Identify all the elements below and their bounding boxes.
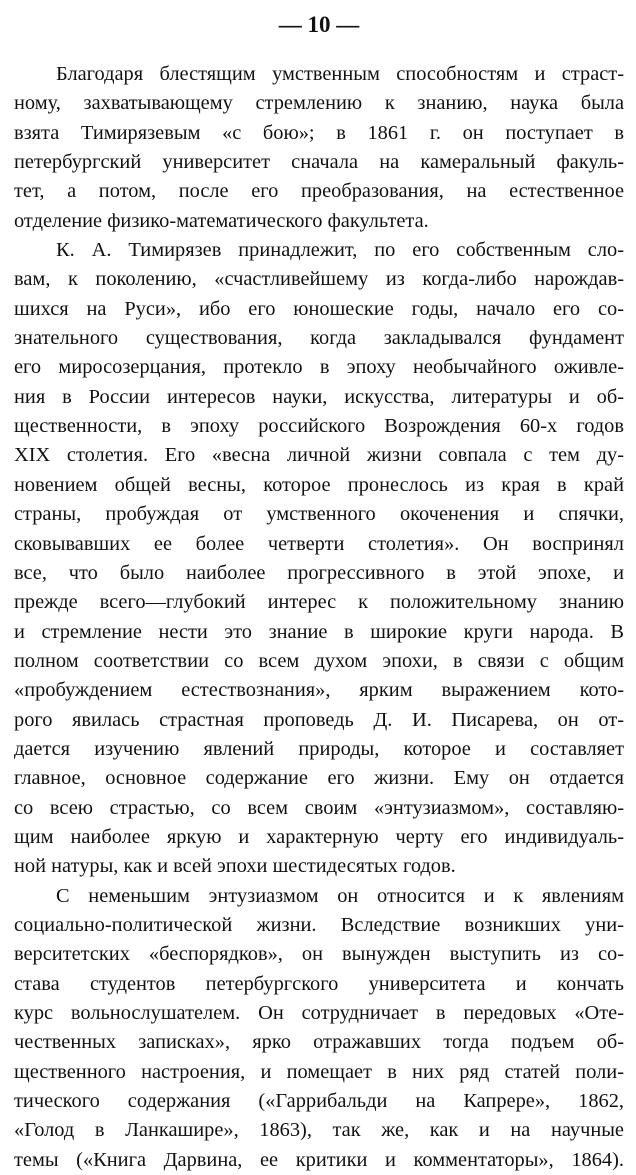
text-line: XIX столетия. Его «весна личной жизни совпала с тем ду- <box>14 444 624 467</box>
text-line: полном соответствии со всем духом эпохи, в связи с общим <box>14 649 624 672</box>
paragraph-3 <box>14 882 624 1175</box>
text-line: щим наиболее яркую и характерную черту его индивидуаль- <box>14 825 624 848</box>
text-line: со всею страстью, со всем своим «энтузиазмом», составляю- <box>14 796 624 819</box>
text-line: «пробуждением естествознания», ярким выражением кото- <box>14 679 624 702</box>
text-line: чественных записках», ярко отражавших тогда подъем об- <box>14 1031 624 1054</box>
text-line: знательного существования, когда закладывался фундамент <box>14 327 624 350</box>
text-line: новением общей весны, которое пронеслось из края в край <box>14 473 624 496</box>
text-line: главное, основное содержание его жизни. Ему он отдается <box>14 767 624 790</box>
text-line: верситетских «беспорядков», он вынужден выступить из со- <box>14 943 624 966</box>
text-line: его миросозерцания, протекло в эпоху необычайного оживле- <box>14 356 624 379</box>
text-line: ной натуры, как и всей эпохи шестидесятых годов. <box>14 855 456 878</box>
text-line: шихся на Руси», ибо его юношеские годы, начало его со- <box>14 297 624 320</box>
text-line: щественности, в эпоху российского Возрождения 60-х годов <box>14 415 624 438</box>
text-line: курс вольнослушателем. Он сотрудничает в передовых «Оте- <box>14 1002 624 1024</box>
document-page <box>14 0 624 1171</box>
text-line: тического содержания («Гаррибальди на Капрере», 1862, <box>14 1090 624 1113</box>
text-line: рого явилась страстная проповедь Д. И. Писарева, он от- <box>14 708 624 731</box>
text-line: и стремление нести это знание в широкие круги народа. В <box>14 620 624 643</box>
text-line: К. А. Тимирязев принадлежит, по его собственным сло- <box>56 239 624 262</box>
paragraph-2 <box>14 236 624 882</box>
text-line: тет, а потом, после его преобразования, на естественное <box>14 180 624 203</box>
text-line: щественного настроения, и помещает в них ряд статей поли- <box>14 1060 624 1083</box>
text-line: страны, пробуждая от умственного окоченения и спячки, <box>14 503 624 526</box>
text-line: петербургский университет сначала на камеральный факуль- <box>14 151 624 174</box>
text-line: става студентов петербургского университета и кончать <box>14 972 624 995</box>
page-number: — 10 — <box>278 12 360 37</box>
text-line: вам, к поколению, «счастливейшему из когда-либо нарождав- <box>14 268 624 291</box>
text-line: «Голод в Ланкашире», 1863), так же, как и на научные <box>14 1119 624 1142</box>
text-line: С неменьшим энтузиазмом он относится и к явлениям <box>56 884 624 907</box>
text-line: сковывавших ее более четверти столетия». Он воспринял <box>14 532 624 555</box>
text-line: все, что было наиболее прогрессивного в этой эпохе, и <box>14 561 624 584</box>
text-line: ния в России интересов науки, искусства, литературы и об- <box>14 385 624 408</box>
body-text <box>14 60 624 1175</box>
text-line: прежде всего—глубокий интерес к положительному знанию <box>14 591 624 614</box>
text-line: Благодаря блестящим умственным способностям и страст- <box>56 63 624 85</box>
text-line: взята Тимирязевым «с бою»; в 1861 г. он поступает в <box>14 121 624 144</box>
text-line: темы («Книга Дарвина, ее критики и комментаторы», 1864). <box>14 1148 624 1171</box>
text-line: ному, захватывающему стремлению к знанию, наука была <box>14 92 624 115</box>
text-line: отделение физико-математического факультета. <box>14 209 429 232</box>
text-line: дается изучению явлений природы, которое и составляет <box>14 737 624 760</box>
paragraph-1 <box>14 60 624 236</box>
text-line: социально-политической жизни. Вследствие возникших уни- <box>14 913 624 936</box>
